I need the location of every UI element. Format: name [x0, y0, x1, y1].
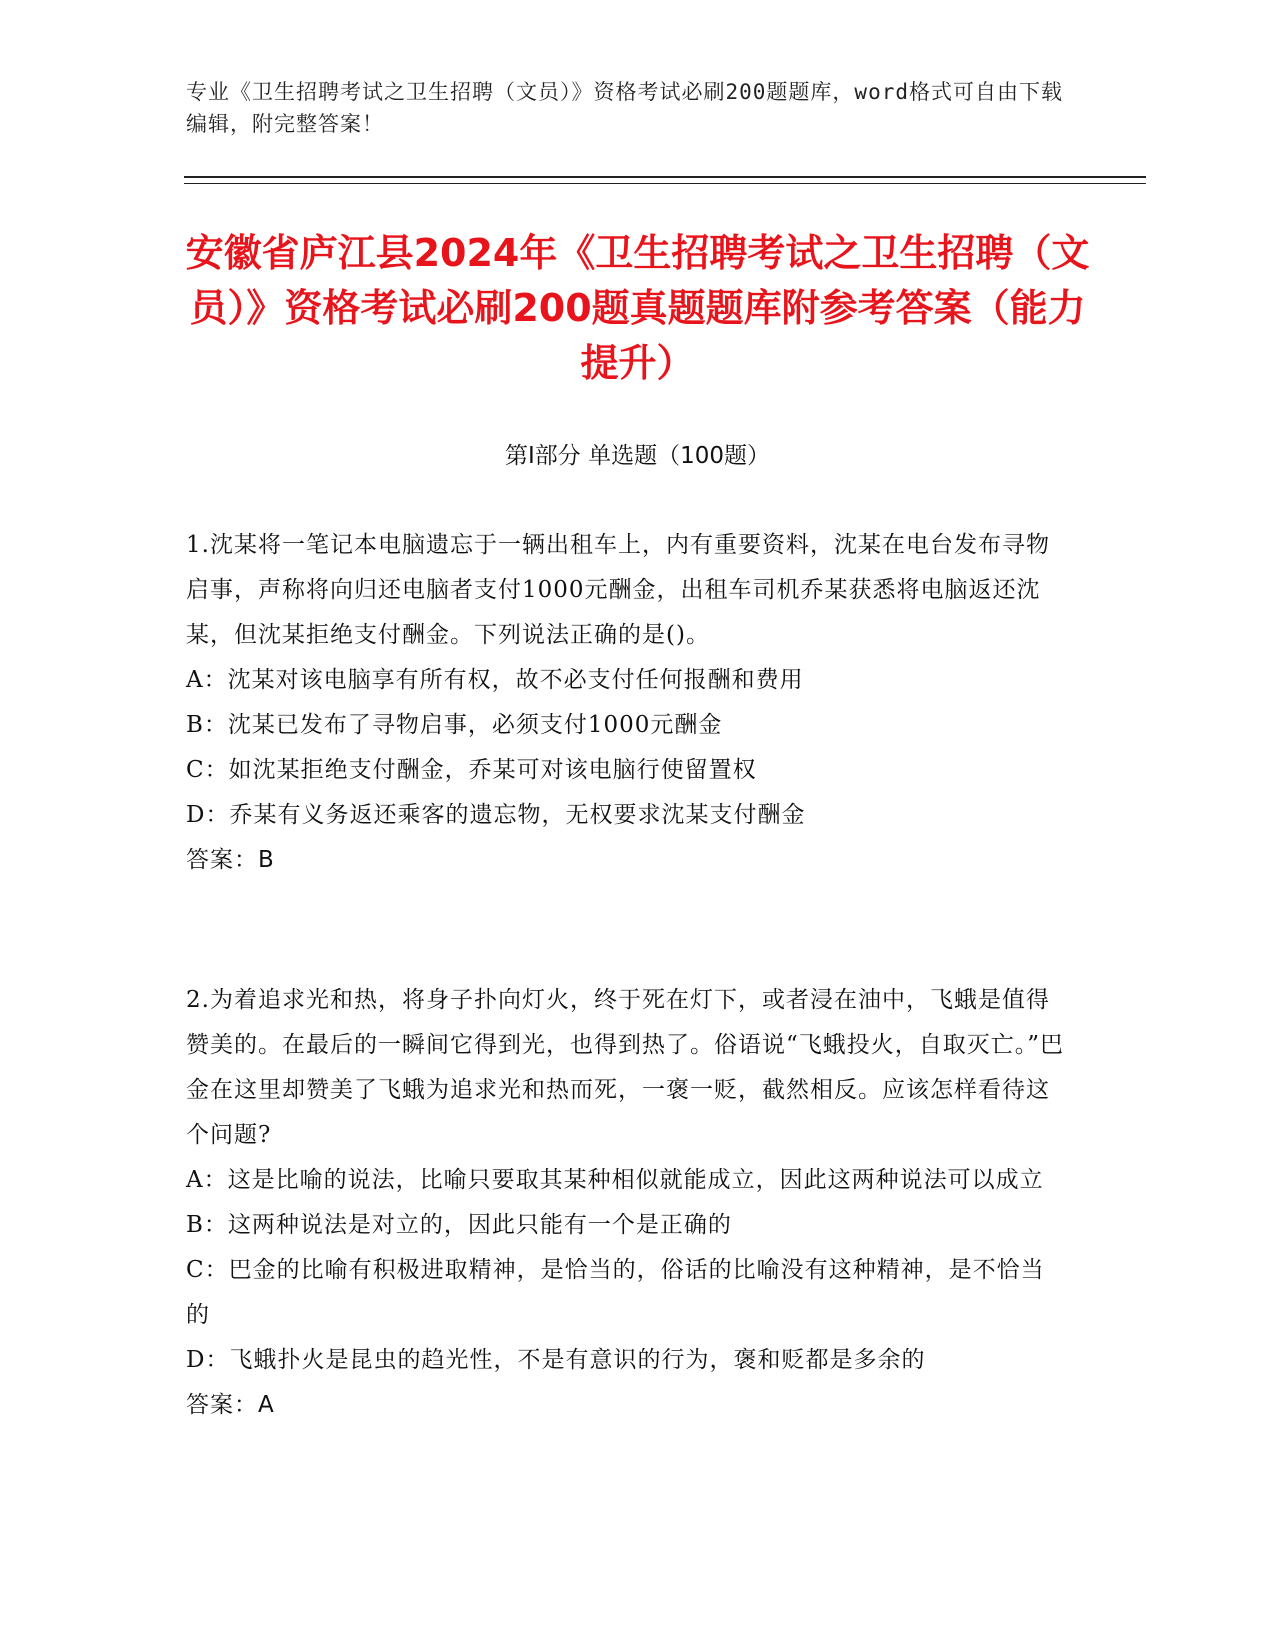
option-b: B：这两种说法是对立的，因此只能有一个是正确的 [186, 1212, 732, 1238]
question-1 [186, 523, 1066, 883]
question-stem: 2.为着追求光和热，将身子扑向灯火，终于死在灯下，或者浸在油中，飞蛾是值得赞美的。在最后的一瞬间它得到光，也得到热了。俗语说“飞蛾投火，自取灭亡。”巴金在这里却赞美了飞蛾为追求光和热而死，一褒一贬，截然相反。应该怎样看待这个问题? [186, 987, 1065, 1148]
option-d: D：乔某有义务返还乘客的遗忘物，无权要求沈某支付酬金 [186, 802, 806, 828]
option-b: B：沈某已发布了寻物启事，必须支付1000元酬金 [186, 712, 723, 738]
question-2 [186, 978, 1066, 1428]
header-note: 专业《卫生招聘考试之卫生招聘（文员）》资格考试必刷200题题库，word格式可自由下载编辑，附完整答案！ [186, 80, 1063, 136]
header-rule-thick [184, 176, 1146, 178]
answer-line: 答案：A [186, 1392, 275, 1418]
option-a: A：沈某对该电脑享有所有权，故不必支付任何报酬和费用 [186, 667, 804, 693]
option-c: C：如沈某拒绝支付酬金，乔某可对该电脑行使留置权 [186, 757, 757, 783]
option-c: C：巴金的比喻有积极进取精神，是恰当的，俗话的比喻没有这种精神，是不恰当的 [186, 1257, 1045, 1328]
option-a: A：这是比喻的说法，比喻只要取其某种相似就能成立，因此这两种说法可以成立 [186, 1167, 1044, 1193]
question-stem: 1.沈某将一笔记本电脑遗忘于一辆出租车上，内有重要资料，沈某在电台发布寻物启事，声称将向归还电脑者支付1000元酬金，出租车司机乔某获悉将电脑返还沈某，但沈某拒绝支付酬金。下列说法正确的是()。 [186, 532, 1050, 648]
header-rule-thin [184, 183, 1146, 184]
section-heading: 第Ⅰ部分 单选题（100题） [505, 443, 770, 469]
document-title: 安徽省庐江县2024年《卫生招聘考试之卫生招聘（文员）》资格考试必刷200题真题题库附参考答案（能力提升） [185, 231, 1090, 385]
answer-line: 答案：B [186, 847, 275, 873]
option-d: D：飞蛾扑火是昆虫的趋光性，不是有意识的行为，褒和贬都是多余的 [186, 1347, 926, 1373]
